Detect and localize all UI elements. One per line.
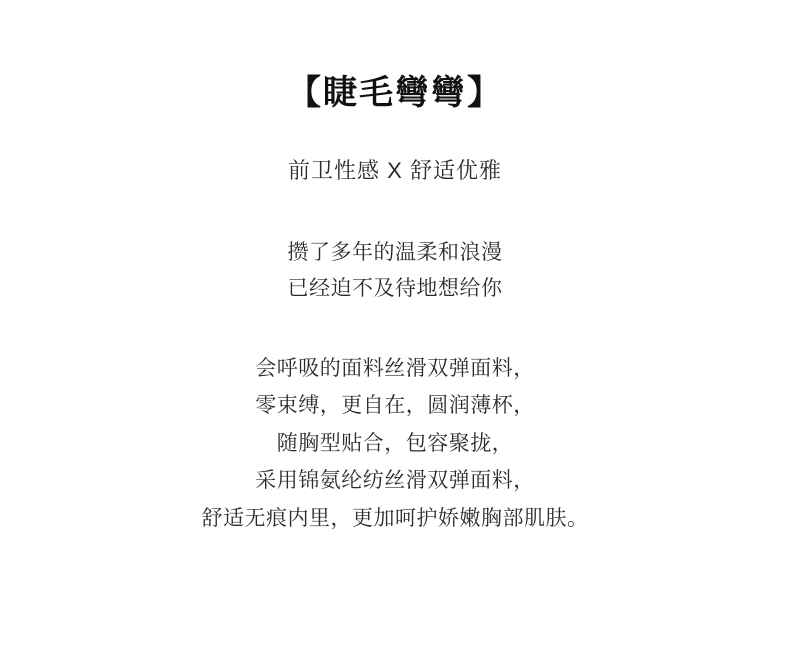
stanza-romance (288, 235, 503, 309)
stanza-line: 随胸型贴合，包容聚拢， (276, 431, 514, 455)
tagline: 前卫性感 X 舒适优雅 (288, 157, 502, 183)
stanza-line: 会呼吸的面料丝滑双弹面料， (255, 357, 535, 381)
stanza-fabric-description (202, 350, 589, 537)
stanza-line: 舒适无痕内里，更加呵护娇嫩胸部肌肤。 (201, 506, 589, 530)
stanza-line: 零束缚，更自在，圆润薄杯， (255, 394, 535, 418)
stanza-line: 已经迫不及待地想给你 (287, 277, 503, 301)
page-title: 【睫毛彎彎】 (287, 74, 503, 112)
stanza-line: 采用锦氨纶纺丝滑双弹面料， (255, 469, 535, 493)
stanza-line: 攒了多年的温柔和浪漫 (287, 240, 503, 264)
